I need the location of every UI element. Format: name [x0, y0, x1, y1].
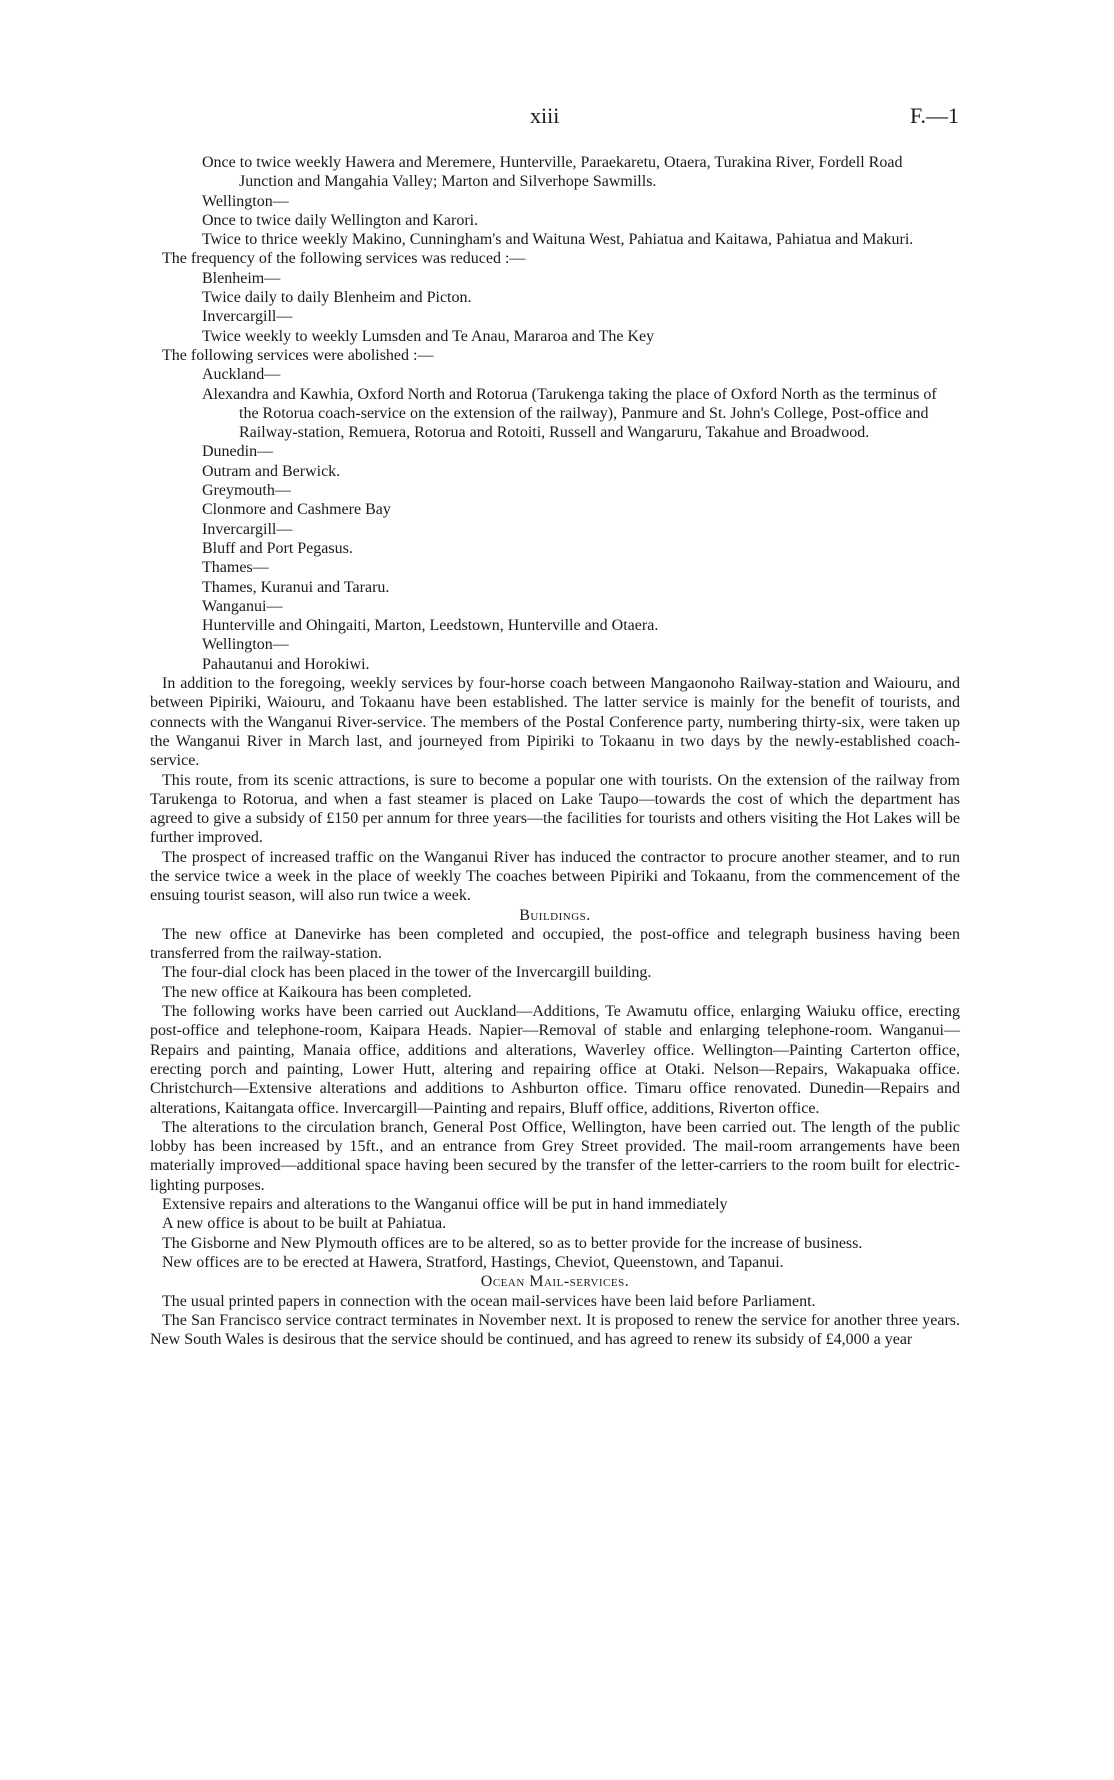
region-heading: Wellington— — [202, 192, 289, 210]
region-heading: Greymouth— — [202, 482, 291, 500]
paragraph: This route, from its scenic attractions, is sure to become a popular one with tourists. On the extension of the railway from Tarukenga to Rotorua, and when a fast steamer is placed on Lake Taupo—towards the cost of which the department has agreed to give a subsidy of £150 per annum for three years—the facilities for tourists and others visiting the Hot Lakes will be further improved. — [150, 771, 960, 847]
region-heading: Wellington— — [202, 636, 289, 654]
paragraph: In addition to the foregoing, weekly services by four-horse coach between Mangaonoho Railway-station and Waiouru, and between Pipiriki, Waiouru, and Tokaanu have been established. The latter service is mainly for the benefit of tourists, and connects with the Wanganui River-service. The members of the Postal Conference party, numbering thirty-six, were taken up the Wanganui River in March last, and journeyed from Pipiriki to Tokaanu in two days by the newly-established coach-service. — [150, 675, 960, 770]
region-heading: Thames— — [202, 559, 269, 577]
service-entry: Bluff and Port Pegasus. — [202, 539, 353, 557]
region-heading: Dunedin— — [202, 443, 274, 461]
service-entry: Hunterville and Ohingaiti, Marton, Leedstown, Hunterville and Otaera. — [202, 617, 659, 635]
paragraph: The San Francisco service contract terminates in November next. It is proposed to renew the service for another three years. New South Wales is desirous that the service should be continued, and has agreed to renew its subsidy of £4,000 a year — [150, 1311, 960, 1349]
lead-in-line: The frequency of the following services was reduced :— — [162, 250, 526, 268]
service-entry: Once to twice weekly Hawera and Meremere, Hunterville, Paraekaretu, Otaera, Turakina River, Fordell Road Junction and Mangahia Valley; Marton and Silverhope Sawmills. — [202, 154, 903, 191]
paragraph: The Gisborne and New Plymouth offices are to be altered, so as to better provide for the increase of business. — [162, 1234, 863, 1252]
paragraph: Extensive repairs and alterations to the Wanganui office will be put in hand immediately — [162, 1196, 728, 1214]
service-entry: Thames, Kuranui and Tararu. — [202, 578, 390, 596]
service-entry: Outram and Berwick. — [202, 462, 341, 480]
text-body — [150, 153, 960, 1349]
service-entry: Twice daily to daily Blenheim and Picton. — [202, 289, 472, 307]
service-entry: Clonmore and Cashmere Bay — [202, 501, 391, 519]
section-heading: Ocean Mail-services. — [480, 1273, 630, 1291]
region-heading: Auckland— — [202, 366, 281, 384]
service-entry: Twice weekly to weekly Lumsden and Te Anau, Mararoa and The Key — [202, 327, 655, 345]
lead-in-line: The following services were abolished :— — [162, 346, 434, 364]
page-number: xiii — [530, 103, 560, 128]
region-heading: Invercargill— — [202, 308, 293, 326]
paragraph: A new office is about to be built at Pahiatua. — [162, 1215, 447, 1233]
region-heading: Invercargill— — [202, 520, 293, 538]
paragraph: New offices are to be erected at Hawera, Stratford, Hastings, Cheviot, Queenstown, and Tapanui. — [162, 1253, 784, 1271]
service-entry: Pahautanui and Horokiwi. — [202, 655, 370, 673]
service-entry: Once to twice daily Wellington and Karori. — [202, 211, 479, 229]
paragraph: The new office at Danevirke has been completed and occupied, the post-office and telegraph business having been transferred from the railway-station. — [150, 925, 960, 963]
paragraph: The following works have been carried out Auckland—Additions, Te Awamutu office, enlarging Waiuku office, erecting post-office and telephone-room, Kaipara Heads. Napier—Removal of stable and enlarging telephone-room. Wanganui—Repairs and painting, Manaia office, additions and alterations, Waverley office. Wellington—Painting Carterton office, erecting porch and painting, Lower Hutt, altering and repairing office at Otaki. Nelson—Repairs, Wakapuaka office. Christchurch—Extensive alterations and additions to Ashburton office. Timaru office renovated. Dunedin—Repairs and alterations, Kaitangata office. Invercargill—Painting and repairs, Bluff office, additions, Riverton office. — [150, 1003, 960, 1117]
section-heading: Buildings. — [519, 906, 591, 924]
service-entry: Alexandra and Kawhia, Oxford North and Rotorua (Tarukenga taking the place of Oxford North as the terminus of the Rotorua coach-service on the extension of the railway), Panmure and St. John's College, Post-office and Railway-station, Remuera, Rotorua and Rotoiti, Russell and Wangaruru, Takahue and Broadwood. — [202, 385, 937, 442]
service-entry: Twice to thrice weekly Makino, Cunningham's and Waituna West, Pahiatua and Kaitawa, Pahiatua and Makuri. — [202, 231, 914, 249]
paragraph: The new office at Kaikoura has been completed. — [162, 983, 472, 1001]
paragraph: The prospect of increased traffic on the Wanganui River has induced the contractor to procure another steamer, and to run the service twice a week in the place of weekly The coaches between Pipiriki and Tokaanu, from the commencement of the ensuing tourist season, will also run twice a week. — [150, 848, 960, 905]
paragraph: The alterations to the circulation branch, General Post Office, Wellington, have been carried out. The length of the public lobby has been increased by 15ft., and an entrance from Grey Street provided. The mail-room arrangements have been materially improved—additional space having been secured by the transfer of the letter-carriers to the room built for electric-lighting purposes. — [150, 1118, 960, 1194]
paragraph: The usual printed papers in connection with the ocean mail-services have been laid before Parliament. — [162, 1292, 816, 1310]
region-heading: Wanganui— — [202, 597, 283, 615]
document-reference: F.—1 — [910, 103, 959, 128]
paragraph: The four-dial clock has been placed in the tower of the Invercargill building. — [162, 964, 652, 982]
region-heading: Blenheim— — [202, 269, 281, 287]
